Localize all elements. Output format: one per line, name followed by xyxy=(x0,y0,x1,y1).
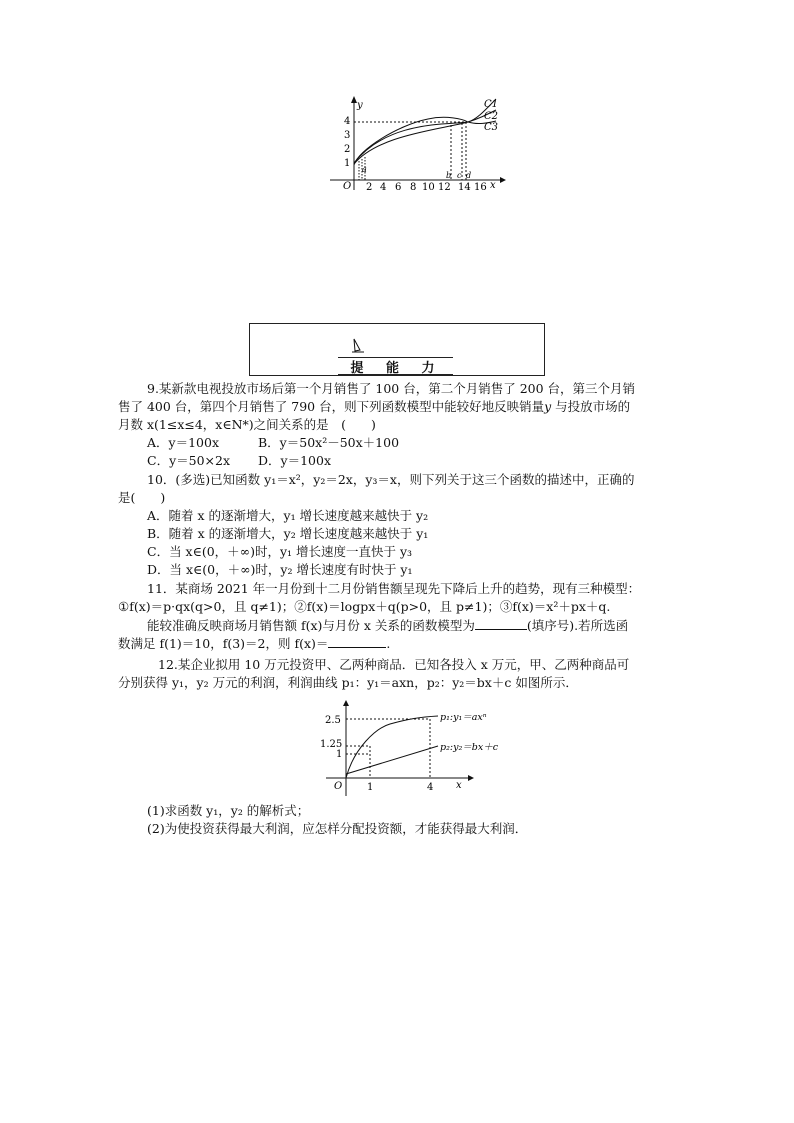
pen-icon xyxy=(348,336,368,356)
x-tick: 4 xyxy=(427,782,434,793)
curve-p1 xyxy=(346,716,438,778)
q11-line1: 11．某商场 2021 年一月份到十二月份销售额呈现先下降后上升的趋势，现有三种模型： xyxy=(147,581,641,596)
q9-option-b: B．y＝50x²－50x＋100 xyxy=(258,435,400,450)
point-label: b xyxy=(446,171,452,180)
point-label: c xyxy=(457,171,462,180)
q10-option-b: B．随着 x 的逐渐增大，y₂ 增长速度越来越快于 y₁ xyxy=(147,526,429,541)
growth-curves-figure xyxy=(328,95,508,195)
x-axis-label: x xyxy=(490,180,496,191)
x-tick: 14 xyxy=(458,182,471,193)
q9-line3: 月数 x(1≤x≤4，x∈N*)之间关系的是 ( ) xyxy=(118,417,376,432)
q9-option-d: D．y＝100x xyxy=(258,453,331,468)
x-tick: 6 xyxy=(395,182,402,193)
y-tick: 4 xyxy=(344,116,351,127)
q12-line2: 分别获得 y₁，y₂ 万元的利润，利润曲线 p₁：y₁＝axn，p₂：y₂＝bx＋c 如图所示． xyxy=(118,675,578,690)
q12-sub2: (2)为使投资获得最大利润，应怎样分配投资额，才能获得最大利润． xyxy=(147,821,528,836)
curve-p2 xyxy=(346,746,438,774)
banner-title: 提 能 力 xyxy=(350,361,444,376)
profit-curves-figure xyxy=(290,700,520,798)
y-tick: 2 xyxy=(344,144,351,155)
point-label: a xyxy=(362,165,367,174)
q9-option-c: C．y＝50×2x xyxy=(147,453,231,468)
curve-c3 xyxy=(354,117,499,165)
x-tick: 8 xyxy=(410,182,417,193)
q11-line2: ①f(x)＝p·qx(q>0，且 q≠1)；②f(x)＝logpx＋q(p>0，且 p≠1)；③f(x)＝x²＋px＋q. xyxy=(118,599,611,614)
banner-rule-bottom xyxy=(338,374,453,375)
origin-label: O xyxy=(343,181,352,192)
q10-option-c: C．当 x∈(0，＋∞)时，y₁ 增长速度一直快于 y₃ xyxy=(147,544,413,559)
curve-label: C1 xyxy=(484,99,499,110)
origin-label: O xyxy=(334,781,343,792)
q12-line1: 12.某企业拟用 10 万元投资甲、乙两种商品．已知各投入 x 万元，甲、乙两种商品可 xyxy=(158,657,630,672)
answer-blank-2[interactable] xyxy=(328,635,386,648)
q10-option-d: D．当 x∈(0，＋∞)时，y₂ 增长速度有时快于 y₁ xyxy=(147,562,413,577)
x-tick: 12 xyxy=(438,182,451,193)
q12-sub1: (1)求函数 y₁，y₂ 的解析式； xyxy=(147,803,310,818)
x-tick: 2 xyxy=(366,182,373,193)
q9-option-a: A．y＝100x xyxy=(147,435,219,450)
curve-label: C3 xyxy=(484,122,499,133)
curve-label: C2 xyxy=(484,111,499,122)
point-label: d xyxy=(466,171,472,180)
q10-line2: 是( ) xyxy=(118,490,166,505)
y-tick: 1 xyxy=(336,749,343,760)
x-tick: 16 xyxy=(474,182,487,193)
q10-line1: 10．(多选)已知函数 y₁＝x²，y₂＝2x，y₃＝x，则下列关于这三个函数的描述中，正确的 xyxy=(147,472,635,487)
q11-line3: 能较准确反映商场月销售额 f(x)与月份 x 关系的函数模型为 (填序号).若所选函 xyxy=(147,618,629,633)
x-tick: 1 xyxy=(367,782,374,793)
q9-line2: 售了 400 台，第四个月销售了 790 台，则下列函数模型中能较好地反映销量y 与投放市场的 xyxy=(118,399,631,414)
x-axis-label: x xyxy=(456,780,462,791)
y-tick: 2.5 xyxy=(325,715,341,726)
answer-blank-1[interactable] xyxy=(475,617,527,630)
x-tick: 4 xyxy=(380,182,387,193)
curve-label-p1: p₁:y₁＝axⁿ xyxy=(440,712,487,723)
q11-line4: 数满足 f(1)＝10，f(3)＝2，则 f(x)＝ . xyxy=(118,636,391,651)
y-tick: 3 xyxy=(344,130,351,141)
q10-option-a: A．随着 x 的逐渐增大，y₁ 增长速度越来越快于 y₂ xyxy=(147,508,429,523)
curve-label-p2: p₂:y₂＝bx＋c xyxy=(440,742,499,753)
y-axis-label: y xyxy=(357,100,363,111)
y-tick: 1 xyxy=(344,158,351,169)
x-tick: 10 xyxy=(422,182,435,193)
q9-line1: 9.某新款电视投放市场后第一个月销售了 100 台，第二个月销售了 200 台，第三个月销 xyxy=(147,381,636,396)
y-tick: 1.25 xyxy=(320,739,343,750)
section-banner xyxy=(249,323,545,376)
